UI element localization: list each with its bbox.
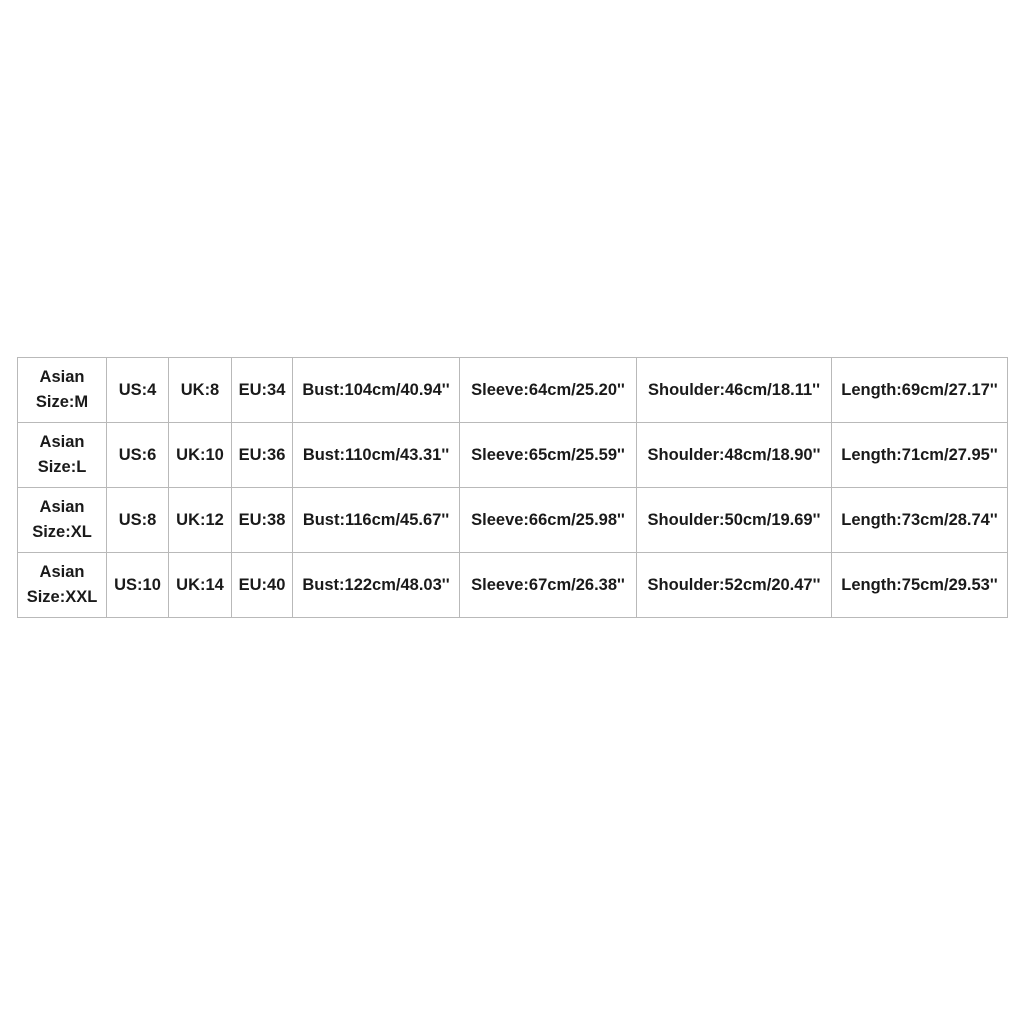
bust-cell: Bust:110cm/43.31'': [293, 423, 460, 488]
length-cell: Length:71cm/27.95'': [832, 423, 1008, 488]
uk-size-cell: UK:8: [169, 358, 232, 423]
shoulder-cell: Shoulder:48cm/18.90'': [637, 423, 832, 488]
bust-cell: Bust:116cm/45.67'': [293, 488, 460, 553]
eu-size-cell: EU:38: [232, 488, 293, 553]
asian-size-value: Size:XXL: [26, 588, 98, 606]
asian-size-value: Size:L: [37, 458, 87, 476]
shoulder-cell: Shoulder:52cm/20.47'': [637, 553, 832, 618]
eu-size-cell: EU:40: [232, 553, 293, 618]
shoulder-cell: Shoulder:50cm/19.69'': [637, 488, 832, 553]
us-size-cell: US:4: [107, 358, 169, 423]
asian-label: Asian: [39, 563, 85, 581]
asian-size-cell: [18, 423, 107, 488]
asian-label: Asian: [39, 433, 85, 451]
uk-size-cell: UK:10: [169, 423, 232, 488]
sleeve-cell: Sleeve:65cm/25.59'': [460, 423, 637, 488]
asian-size-cell: [18, 358, 107, 423]
size-row-m: [18, 358, 1008, 423]
asian-size-cell: [18, 488, 107, 553]
bust-cell: Bust:104cm/40.94'': [293, 358, 460, 423]
shoulder-cell: Shoulder:46cm/18.11'': [637, 358, 832, 423]
size-chart-table: [17, 357, 1008, 618]
us-size-cell: US:10: [107, 553, 169, 618]
length-cell: Length:73cm/28.74'': [832, 488, 1008, 553]
uk-size-cell: UK:14: [169, 553, 232, 618]
size-row-l: [18, 423, 1008, 488]
uk-size-cell: UK:12: [169, 488, 232, 553]
asian-size-value: Size:XL: [32, 523, 92, 541]
us-size-cell: US:6: [107, 423, 169, 488]
eu-size-cell: EU:36: [232, 423, 293, 488]
size-row-xl: [18, 488, 1008, 553]
length-cell: Length:69cm/27.17'': [832, 358, 1008, 423]
bust-cell: Bust:122cm/48.03'': [293, 553, 460, 618]
asian-size-cell: [18, 553, 107, 618]
size-row-xxl: [18, 553, 1008, 618]
sleeve-cell: Sleeve:67cm/26.38'': [460, 553, 637, 618]
length-cell: Length:75cm/29.53'': [832, 553, 1008, 618]
asian-label: Asian: [39, 498, 85, 516]
sleeve-cell: Sleeve:66cm/25.98'': [460, 488, 637, 553]
sleeve-cell: Sleeve:64cm/25.20'': [460, 358, 637, 423]
us-size-cell: US:8: [107, 488, 169, 553]
asian-label: Asian: [39, 368, 85, 386]
asian-size-value: Size:M: [35, 393, 89, 411]
eu-size-cell: EU:34: [232, 358, 293, 423]
